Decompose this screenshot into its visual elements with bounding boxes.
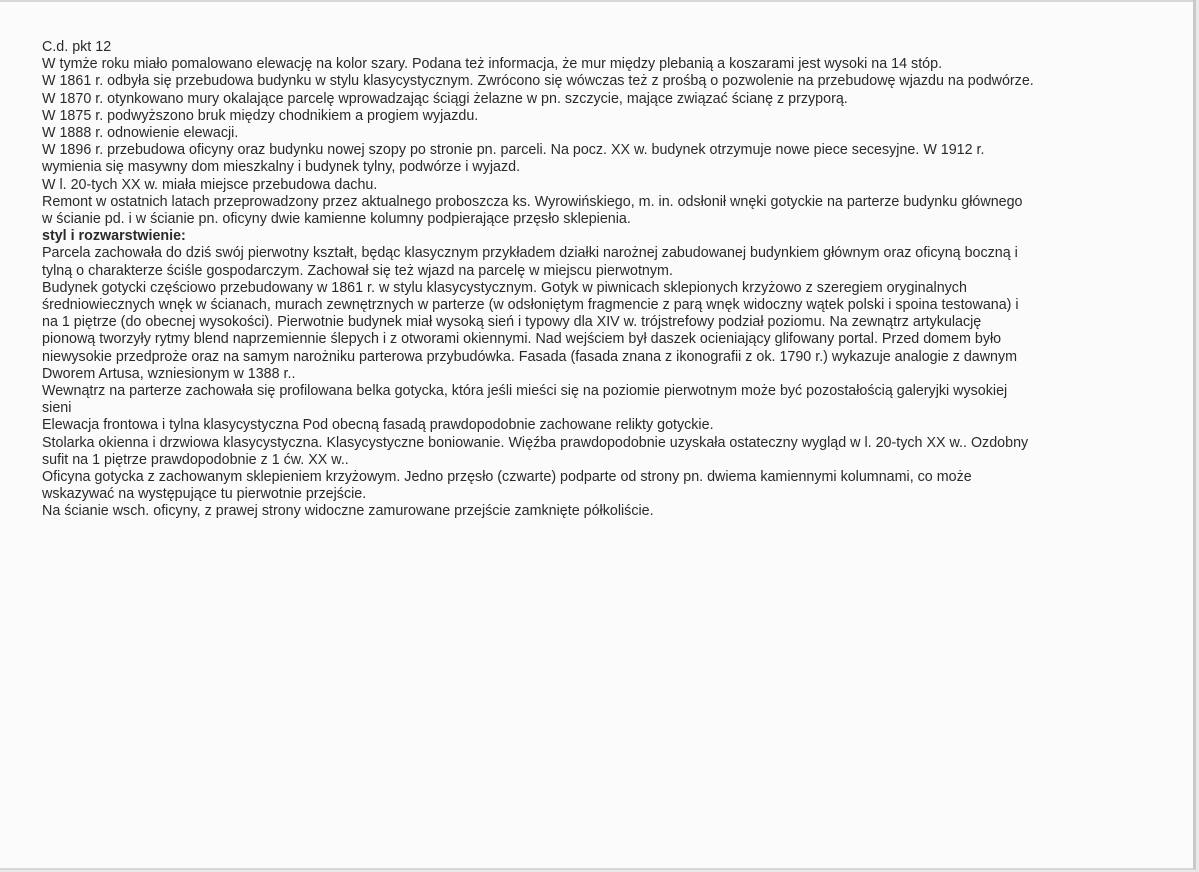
text-line: W 1870 r. otynkowano mury okalające parcelę wprowadzając ściągi żelazne w pn. szczycie, mające związać ścianę z przyporą.	[42, 90, 848, 107]
text-line: pionową tworzyły rytmy blend naprzemiennie ślepych i z otworami okiennymi. Nad wejściem był daszek ocieniający glifowany portal. Przed domem było	[42, 331, 1002, 348]
text-line: sieni	[42, 400, 72, 417]
text-line: W 1861 r. odbyła się przebudowa budynku w stylu klasycystycznym. Zwrócono się wówczas też z prośbą o pozwolenie na przebudowę wjazdu na podwórze.	[42, 73, 1034, 90]
text-line: wymienia się masywny dom mieszkalny i budynek tylny, podwórze i wyjazd.	[42, 159, 521, 176]
text-line: Stolarka okienna i drzwiowa klasycystyczna. Klasycystyczne boniowanie. Więźba prawdopodobnie uzyskała ostateczny wygląd w l. 20-tych XX w.. Ozdobny	[42, 434, 1029, 451]
text-line: na 1 piętrze (do obecnej wysokości). Pierwotnie budynek miał wysoką sień i typowy dla XIV w. trójstrefowy podział poziomu. Na zewnątrz artykulację	[42, 314, 982, 331]
text-line: sufit na 1 piętrze prawdopodobnie z 1 ćw. XX w..	[42, 451, 349, 468]
text-line: niewysokie przedproże oraz na samym narożniku parterowa przybudówka. Fasada (fasada znana z ikonografii z ok. 1790 r.) wykazuje analogie z dawnym	[42, 348, 1018, 365]
text-line: W 1888 r. odnowienie elewacji.	[42, 125, 239, 142]
text-line: wskazywać na występujące tu pierwotnie przejście.	[42, 486, 367, 503]
text-line: W 1896 r. przebudowa oficyny oraz budynku nowej szopy po stronie pn. parceli. Na pocz. XX w. budynek otrzymuje nowe piece secesyjne. W 1912 r.	[42, 142, 985, 159]
text-line: C.d. pkt 12	[42, 39, 112, 55]
text-line: w ścianie pd. i w ścianie pn. oficyny dwie kamienne kolumny podpierające przęsło sklepienia.	[42, 211, 631, 228]
text-line: tylną o charakterze ściśle gospodarczym. Zachował się też wjazd na parcelę w miejscu pierwotnym.	[42, 262, 673, 279]
text-line: W tymże roku miało pomalowano elewację na kolor szary. Podana też informacja, że mur między plebanią a koszarami jest wysoki na 14 stóp.	[42, 56, 943, 73]
section-heading: styl i rozwarstwienie:	[42, 228, 186, 245]
text-line: Oficyna gotycka z zachowanym sklepieniem krzyżowym. Jedno przęsło (czwarte) podparte od strony pn. dwiema kamiennymi kolumnami, co może	[42, 469, 972, 486]
text-line: Budynek gotycki częściowo przebudowany w 1861 r. w stylu klasycystycznym. Gotyk w piwnicach sklepionych krzyżowo z szeregiem oryginalnych	[42, 279, 967, 296]
text-line: średniowiecznych wnęk w ścianach, murach zewnętrznych w parterze (w odsłoniętym fragmencie z parą wnęk widoczny wątek polski i spoina testowana) i	[42, 297, 1019, 314]
text-line: W l. 20-tych XX w. miała miejsce przebudowa dachu.	[42, 176, 378, 193]
text-line: Wewnątrz na parterze zachowała się profilowana belka gotycka, która jeśli mieści się na poziomie pierwotnym może być pozostałością galeryjki wysokiej	[42, 383, 1008, 400]
document-text	[42, 39, 1122, 521]
text-line: Na ścianie wsch. oficyny, z prawej strony widoczne zamurowane przejście zamknięte półkoliście.	[42, 503, 654, 520]
text-line: Parcela zachowała do dziś swój pierwotny kształt, będąc klasycznym przykładem działki narożnej zabudowanej budynkiem głównym oraz oficyną boczną i	[42, 245, 1018, 262]
text-line: Elewacja frontowa i tylna klasycystyczna Pod obecną fasadą prawdopodobnie zachowane relikty gotyckie.	[42, 417, 714, 434]
text-line: Dworem Artusa, wzniesionym w 1388 r..	[42, 365, 296, 382]
text-line: W 1875 r. podwyższono bruk między chodnikiem a progiem wyjazdu.	[42, 107, 479, 124]
text-line: Remont w ostatnich latach przeprowadzony przez aktualnego proboszcza ks. Wyrowińskiego, m. in. odsłonił wnęki gotyckie na parterze budynku głównego	[42, 193, 1023, 210]
